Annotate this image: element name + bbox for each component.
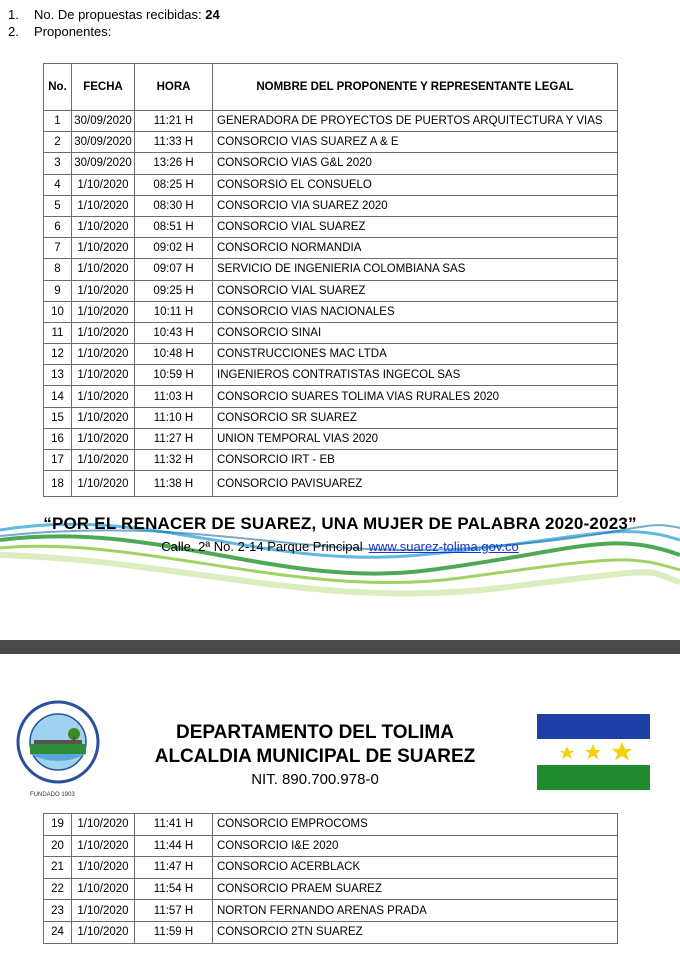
cell-time: 11:57 H: [135, 900, 213, 922]
intro-item-proposals: [8, 6, 220, 23]
cell-name: CONSORCIO IRT - EB: [213, 450, 618, 471]
cell-no: 13: [44, 365, 72, 386]
cell-time: 11:44 H: [135, 835, 213, 857]
footer-slogan: “POR EL RENACER DE SUAREZ, UNA MUJER DE PALABRA 2020-2023”: [43, 514, 637, 533]
proposals-label: No. De propuestas recibidas:: [34, 7, 202, 22]
cell-no: 18: [44, 471, 72, 497]
cell-time: 09:25 H: [135, 280, 213, 301]
cell-name: INGENIEROS CONTRATISTAS INGECOL SAS: [213, 365, 618, 386]
cell-name: CONSORCIO VIAS SUAREZ A & E: [213, 132, 618, 153]
cell-date: 1/10/2020: [72, 344, 135, 365]
cell-date: 1/10/2020: [72, 195, 135, 216]
proposals-count: 24: [205, 7, 220, 22]
table-row: [44, 857, 618, 879]
cell-no: 16: [44, 428, 72, 449]
list-number: 2.: [8, 24, 19, 39]
cell-time: 09:07 H: [135, 259, 213, 280]
cell-time: 10:11 H: [135, 301, 213, 322]
cell-no: 7: [44, 238, 72, 259]
table-row: [44, 365, 618, 386]
cell-date: 1/10/2020: [72, 835, 135, 857]
cell-date: 1/10/2020: [72, 386, 135, 407]
cell-name: CONSORCIO SR SUAREZ: [213, 407, 618, 428]
cell-name: CONSORSIO EL CONSUELO: [213, 174, 618, 195]
cell-date: 1/10/2020: [72, 238, 135, 259]
cell-no: 17: [44, 450, 72, 471]
cell-name: CONSORCIO VIAS G&L 2020: [213, 153, 618, 174]
cell-date: 1/10/2020: [72, 259, 135, 280]
municipality-title: ALCALDIA MUNICIPAL DE SUAREZ: [154, 746, 476, 767]
municipal-flag-icon: [537, 714, 650, 790]
cell-no: 24: [44, 921, 72, 943]
table-row: [44, 259, 618, 280]
cell-date: 1/10/2020: [72, 216, 135, 237]
cell-name: UNION TEMPORAL VIAS 2020: [213, 428, 618, 449]
municipal-seal-icon: [16, 688, 100, 800]
cell-date: 1/10/2020: [72, 878, 135, 900]
table-row: [44, 195, 618, 216]
cell-name: CONSORCIO PAVISUAREZ: [213, 471, 618, 497]
table-row: [44, 878, 618, 900]
cell-time: 11:27 H: [135, 428, 213, 449]
cell-name: CONSORCIO VIAL SUAREZ: [213, 280, 618, 301]
cell-name: CONSORCIO SINAI: [213, 322, 618, 343]
table-row: [44, 471, 618, 497]
table-header-row: [44, 64, 618, 111]
cell-no: 20: [44, 835, 72, 857]
table-row: [44, 111, 618, 132]
cell-date: 1/10/2020: [72, 471, 135, 497]
table-body: [44, 111, 618, 497]
cell-date: 30/09/2020: [72, 132, 135, 153]
cell-name: CONSORCIO VIAL SUAREZ: [213, 216, 618, 237]
intro-list: [8, 6, 220, 40]
cell-time: 11:41 H: [135, 814, 213, 836]
cell-time: 13:26 H: [135, 153, 213, 174]
table-row: [44, 322, 618, 343]
cell-name: CONSORCIO VIA SUAREZ 2020: [213, 195, 618, 216]
cell-time: 11:59 H: [135, 921, 213, 943]
cell-no: 19: [44, 814, 72, 836]
cell-name: CONSORCIO SUARES TOLIMA VIAS RURALES 2020: [213, 386, 618, 407]
cell-no: 12: [44, 344, 72, 365]
cell-date: 1/10/2020: [72, 407, 135, 428]
cell-no: 4: [44, 174, 72, 195]
cell-time: 10:48 H: [135, 344, 213, 365]
table-row: [44, 386, 618, 407]
cell-time: 10:43 H: [135, 322, 213, 343]
cell-date: 1/10/2020: [72, 301, 135, 322]
cell-name: CONSORCIO NORMANDIA: [213, 238, 618, 259]
page-separator: [0, 640, 680, 654]
cell-no: 6: [44, 216, 72, 237]
cell-date: 1/10/2020: [72, 857, 135, 879]
cell-date: 1/10/2020: [72, 921, 135, 943]
cell-time: 08:51 H: [135, 216, 213, 237]
cell-date: 1/10/2020: [72, 900, 135, 922]
table-row: [44, 132, 618, 153]
table-row: [44, 900, 618, 922]
cell-time: 11:32 H: [135, 450, 213, 471]
table-row: [44, 238, 618, 259]
table-row: [44, 344, 618, 365]
table-row: [44, 301, 618, 322]
cell-name: SERVICIO DE INGENIERIA COLOMBIANA SAS: [213, 259, 618, 280]
cell-time: 11:33 H: [135, 132, 213, 153]
table-row: [44, 428, 618, 449]
cell-date: 1/10/2020: [72, 322, 135, 343]
intro-item-bidders: [8, 23, 220, 40]
bidders-table: [43, 63, 618, 497]
cell-name: CONSORCIO ACERBLACK: [213, 857, 618, 879]
cell-name: CONSORCIO I&E 2020: [213, 835, 618, 857]
cell-no: 3: [44, 153, 72, 174]
cell-no: 2: [44, 132, 72, 153]
table-row: [44, 450, 618, 471]
table-row: [44, 814, 618, 836]
cell-no: 15: [44, 407, 72, 428]
cell-no: 21: [44, 857, 72, 879]
cell-no: 23: [44, 900, 72, 922]
seal-founded: FUNDADO 1903: [30, 792, 75, 798]
cell-name: CONSORCIO 2TN SUAREZ: [213, 921, 618, 943]
cell-date: 1/10/2020: [72, 174, 135, 195]
cell-name: NORTON FERNANDO ARENAS PRADA: [213, 900, 618, 922]
cell-name: CONSORCIO PRAEM SUAREZ: [213, 878, 618, 900]
website-link[interactable]: www.suarez-tolima.gov.co: [368, 539, 519, 554]
table-row: [44, 407, 618, 428]
cell-time: 11:47 H: [135, 857, 213, 879]
table-row: [44, 921, 618, 943]
cell-no: 1: [44, 111, 72, 132]
cell-time: 09:02 H: [135, 238, 213, 259]
cell-time: 08:25 H: [135, 174, 213, 195]
cell-time: 11:03 H: [135, 386, 213, 407]
address-text: Calle. 2ª No. 2-14 Parque Principal: [161, 539, 363, 554]
table-row: [44, 216, 618, 237]
header-date: FECHA: [72, 64, 135, 111]
bidders-table-continued: [43, 813, 618, 944]
cell-time: 11:54 H: [135, 878, 213, 900]
cell-name: GENERADORA DE PROYECTOS DE PUERTOS ARQUITECTURA Y VIAS: [213, 111, 618, 132]
cell-date: 1/10/2020: [72, 365, 135, 386]
cell-no: 11: [44, 322, 72, 343]
footer-address: [0, 539, 680, 554]
cell-time: 11:21 H: [135, 111, 213, 132]
cell-date: 30/09/2020: [72, 111, 135, 132]
header-time: HORA: [135, 64, 213, 111]
cell-time: 08:30 H: [135, 195, 213, 216]
cell-date: 1/10/2020: [72, 280, 135, 301]
cell-name: CONSTRUCCIONES MAC LTDA: [213, 344, 618, 365]
cell-date: 1/10/2020: [72, 814, 135, 836]
table-row: [44, 280, 618, 301]
header-name: NOMBRE DEL PROPONENTE Y REPRESENTANTE LEGAL: [213, 64, 618, 111]
cell-time: 11:38 H: [135, 471, 213, 497]
cell-no: 9: [44, 280, 72, 301]
cell-date: 1/10/2020: [72, 428, 135, 449]
header-no: No.: [44, 64, 72, 111]
bidders-label: Proponentes:: [34, 24, 112, 39]
table-body: [44, 814, 618, 944]
table-row: [44, 174, 618, 195]
cell-name: CONSORCIO VIAS NACIONALES: [213, 301, 618, 322]
department-title: DEPARTAMENTO DEL TOLIMA: [176, 722, 454, 743]
cell-no: 22: [44, 878, 72, 900]
cell-time: 10:59 H: [135, 365, 213, 386]
cell-name: CONSORCIO EMPROCOMS: [213, 814, 618, 836]
cell-no: 8: [44, 259, 72, 280]
table-row: [44, 835, 618, 857]
cell-no: 14: [44, 386, 72, 407]
cell-date: 30/09/2020: [72, 153, 135, 174]
cell-date: 1/10/2020: [72, 450, 135, 471]
cell-time: 11:10 H: [135, 407, 213, 428]
cell-no: 5: [44, 195, 72, 216]
table-row: [44, 153, 618, 174]
cell-no: 10: [44, 301, 72, 322]
list-number: 1.: [8, 7, 19, 22]
nit-number: NIT. 890.700.978-0: [251, 771, 379, 788]
